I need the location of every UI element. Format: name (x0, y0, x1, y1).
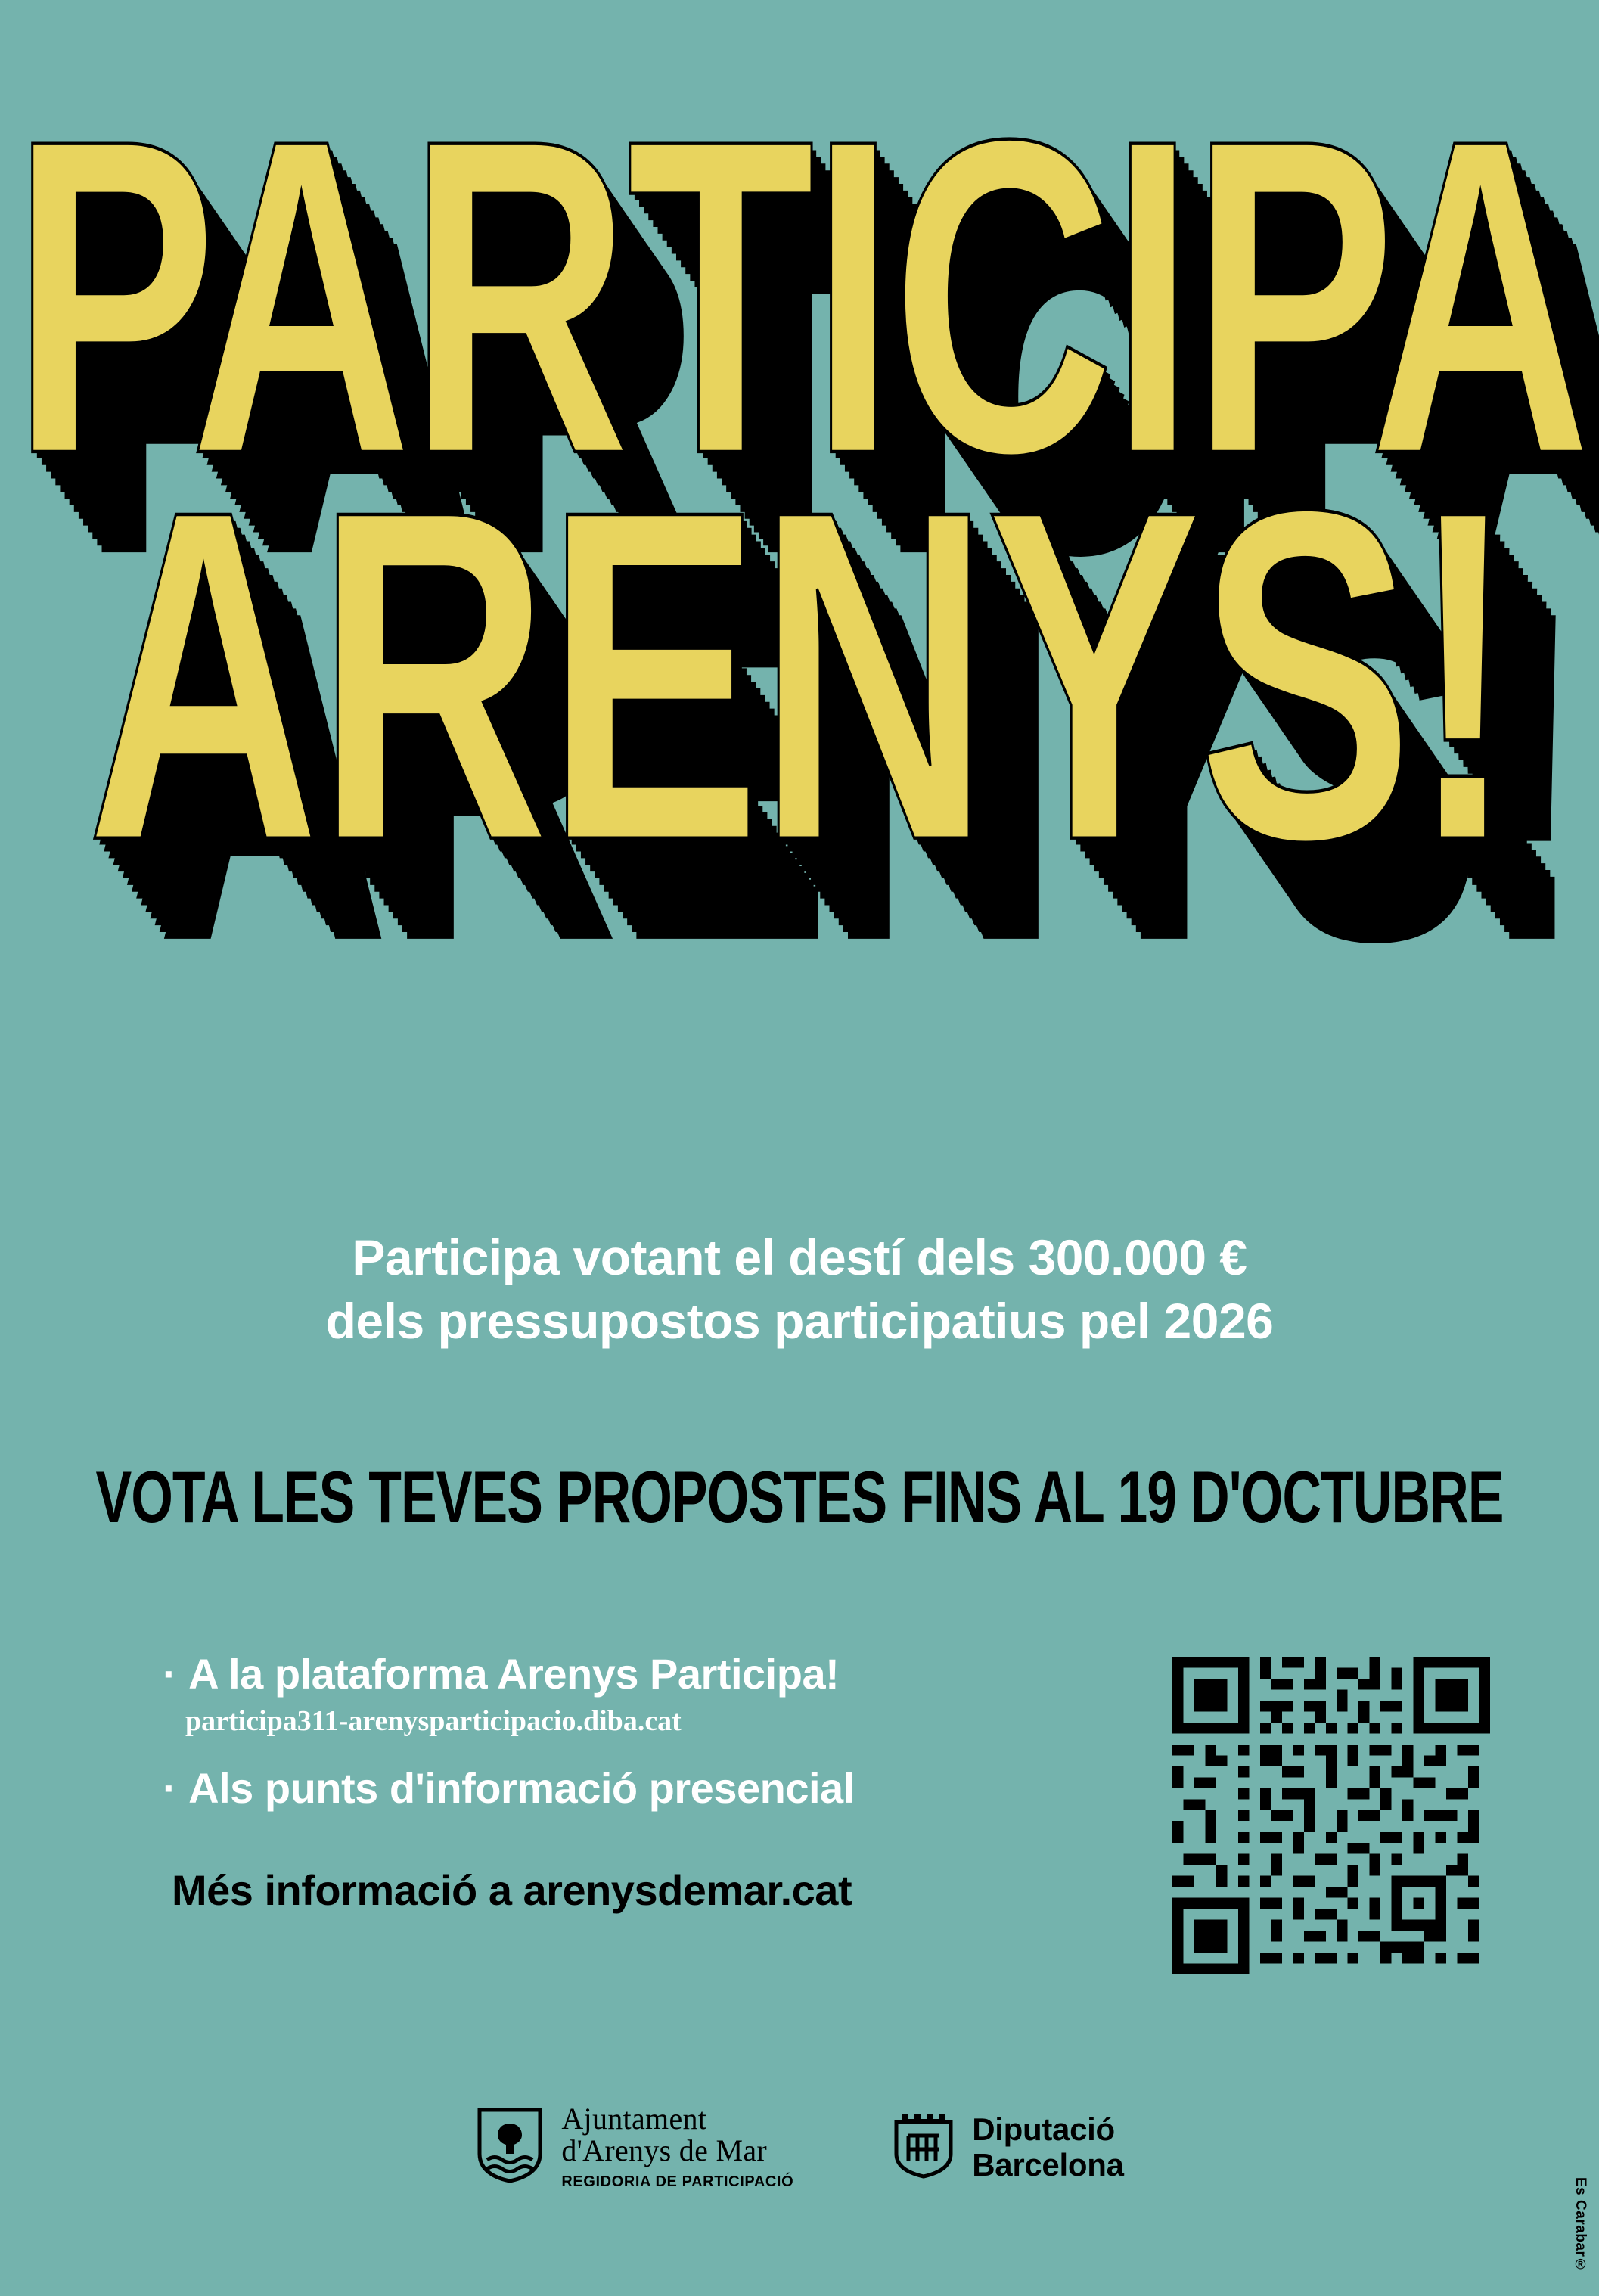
subtitle-line-1: Participa votant el destí dels 300.000 € (352, 1229, 1247, 1285)
bullet-label: Als punts d'informació presencial (188, 1764, 855, 1812)
call-to-action-text: VOTA LES TEVES PROPOSTES FINS AL 19 D'OCTUBRE (95, 1457, 1504, 1539)
bullet-marker: · (163, 1764, 177, 1812)
list-item (163, 1763, 1108, 1813)
logo-diputacio-text (972, 2111, 1123, 2183)
footer-logos (0, 2103, 1599, 2191)
subtitle-block (0, 1226, 1599, 1353)
logo-ajuntament (475, 2103, 793, 2191)
list-item (163, 1649, 1108, 1698)
tree-shield-icon (475, 2107, 545, 2186)
bullet-list (163, 1649, 1108, 1915)
logo-ajuntament-line1: Ajuntament (561, 2102, 707, 2136)
bullet-label: A la plataforma Arenys Participa! (188, 1650, 840, 1698)
headline-line-1: PARTICIPA (11, 46, 1588, 547)
logo-ajuntament-line2: d'Arenys de Mar (561, 2133, 767, 2168)
logo-ajuntament-text (561, 2103, 793, 2191)
headline-line-2: ARENYS! (86, 413, 1513, 939)
designer-credit: Es Carabar® (1573, 2177, 1588, 2273)
bullet-marker: · (163, 1650, 177, 1698)
headline-block (0, 46, 1599, 1173)
platform-url[interactable]: participa311-arenysparticipacio.diba.cat (185, 1705, 682, 1737)
logo-diputacio-line2: Barcelona (972, 2146, 1124, 2183)
diputacio-crest-icon (892, 2110, 955, 2183)
logo-diputacio-line1: Diputació (972, 2111, 1115, 2147)
qr-code-icon[interactable] (1172, 1657, 1490, 1974)
logo-ajuntament-sub: REGIDORIA DE PARTICIPACIÓ (561, 2173, 794, 2190)
logo-diputacio (892, 2110, 1123, 2183)
subtitle-line-2: dels pressupostos participatius pel 2026 (325, 1293, 1274, 1350)
more-info-text: Més informació a arenysdemar.cat (172, 1866, 852, 1914)
